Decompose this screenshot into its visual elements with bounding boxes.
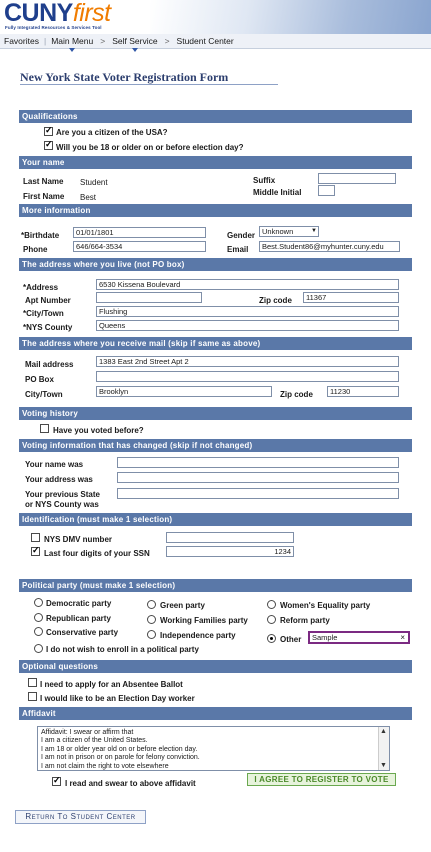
mail-zip-label: Zip code [280,390,313,399]
womens-equality-label: Women's Equality party [280,601,371,610]
first-name-label: First Name [23,192,65,201]
prev-state-input[interactable] [117,488,399,499]
mail-address-label: Mail address [25,360,74,369]
womens-equality-radio[interactable] [267,600,276,609]
citizen-label: Are you a citizen of the USA? [56,128,168,137]
absentee-checkbox[interactable] [28,678,37,687]
address-was-label: Your address was [25,475,93,484]
nav-separator: | [43,36,47,46]
dropdown-arrow-icon [69,48,75,52]
dmv-checkbox[interactable] [31,533,40,542]
prev-state-label-line2: or NYS County was [25,500,99,509]
other-label: Other [280,635,302,644]
mail-city-label: City/Town [25,390,63,399]
other-party-input[interactable] [308,631,410,644]
apt-number-label: Apt Number [25,296,71,305]
logo-accent-text: first [72,0,111,27]
logo-tagline: Fully Integrated Resources & Services Tool [5,25,102,30]
section-optional-questions: Optional questions [19,660,412,673]
conservative-label: Conservative party [46,628,119,637]
section-affidavit: Affidavit [19,707,412,720]
swear-label: I read and swear to above affidavit [65,779,196,788]
dropdown-arrow-icon [132,48,138,52]
conservative-radio[interactable] [34,627,43,636]
nav-self-service-label: Self Service [112,36,158,46]
gender-select[interactable] [259,226,319,237]
scroll-up-icon[interactable]: ▲ [380,728,387,735]
section-identification: Identification (must make 1 selection) [19,513,412,526]
nav-student-center[interactable]: Student Center [176,36,234,46]
chevron-right-icon: > [164,36,170,46]
section-voting-changed: Voting information that has changed (skip if not changed) [19,439,412,452]
name-was-input[interactable] [117,457,399,468]
age18-checkbox[interactable] [44,141,53,150]
democratic-radio[interactable] [34,598,43,607]
po-box-label: PO Box [25,375,54,384]
reform-radio[interactable] [267,615,276,624]
no-enroll-radio[interactable] [34,644,43,653]
middle-initial-input[interactable] [318,185,335,196]
democratic-label: Democratic party [46,599,112,608]
ssn-input[interactable]: 1234 [166,546,294,557]
email-input[interactable]: Best.Student86@myhunter.cuny.edu [259,241,400,252]
phone-label: Phone [23,245,48,254]
citizen-checkbox[interactable] [44,127,53,136]
affidavit-scrollbar[interactable] [378,727,389,770]
swear-checkbox[interactable] [52,777,61,786]
ssn-label: Last four digits of your SSN [44,549,150,558]
address-was-input[interactable] [117,472,399,483]
section-live-address: The address where you live (not PO box) [19,258,412,271]
city-input[interactable]: Flushing [96,306,399,317]
affidavit-line: I am 18 or older year old on or before election day. [41,745,198,753]
nav-main-menu-label: Main Menu [51,36,94,46]
zip-code-input[interactable]: 11367 [303,292,399,303]
page-header [0,0,431,34]
page-title: New York State Voter Registration Form [20,70,229,84]
republican-label: Republican party [46,614,111,623]
scroll-down-icon[interactable]: ▼ [380,762,387,769]
election-worker-checkbox[interactable] [28,692,37,701]
nav-self-service[interactable] [108,36,161,46]
ssn-checkbox[interactable] [31,547,40,556]
apt-number-input[interactable] [96,292,202,303]
independence-radio[interactable] [147,630,156,639]
green-radio[interactable] [147,600,156,609]
title-underline [20,84,278,85]
birthdate-input[interactable]: 01/01/1801 [73,227,206,238]
other-radio[interactable] [267,634,276,643]
first-name-value: Best [80,193,97,202]
voted-before-checkbox[interactable] [40,424,49,433]
suffix-label: Suffix [253,176,276,185]
election-worker-label: I would like to be an Election Day worker [40,694,195,703]
return-to-student-center-button[interactable]: Return To Student Center [15,810,146,824]
affidavit-line: I am a citizen of the United States. [41,737,148,745]
address-label: *Address [23,283,59,292]
no-enroll-label: I do not wish to enroll in a political party [46,645,199,654]
phone-input[interactable]: 646/664-3534 [73,241,206,252]
mail-zip-input[interactable]: 11230 [327,386,399,397]
chevron-down-icon: ▼ [311,228,317,234]
po-box-input[interactable] [96,371,399,382]
header-banner-graphic [150,0,431,34]
mail-address-input[interactable]: 1383 East 2nd Street Apt 2 [96,356,399,367]
agree-register-button[interactable]: I AGREE TO REGISTER TO VOTE [247,773,396,786]
gender-label: Gender [227,231,256,240]
section-more-information: More information [19,204,412,217]
other-party-value: Sample [312,633,338,642]
mail-city-input[interactable]: Brooklyn [96,386,272,397]
affidavit-line: I am not claim the right to vote elsewhere [41,762,169,770]
middle-initial-label: Middle Initial [253,188,302,197]
voted-before-label: Have you voted before? [53,426,144,435]
affidavit-textarea[interactable] [37,726,390,771]
absentee-label: I need to apply for an Absentee Ballot [40,680,183,689]
birthdate-label: *Birthdate [21,231,60,240]
working-families-radio[interactable] [147,615,156,624]
section-voting-history: Voting history [19,407,412,420]
address-input[interactable]: 6530 Kissena Boulevard [96,279,399,290]
city-label: *City/Town [23,309,64,318]
section-your-name: Your name [19,156,412,169]
county-label: *NYS County [23,323,73,332]
affidavit-line: I am not in prison or on parole for felony conviction. [41,754,200,762]
cunyfirst-logo[interactable] [4,0,111,26]
county-input[interactable]: Queens [96,320,399,331]
navigation-bar [0,34,431,49]
dmv-input[interactable] [166,532,294,543]
logo-main-text: CUNY [4,0,73,27]
clear-icon[interactable]: × [400,633,405,642]
independence-label: Independence party [160,631,236,640]
section-political-party: Political party (must make 1 selection) [19,579,412,592]
prev-state-label-line1: Your previous State [25,490,100,499]
republican-radio[interactable] [34,613,43,622]
working-families-label: Working Families party [160,616,248,625]
chevron-right-icon: > [100,36,106,46]
affidavit-line: Affidavit: I swear or affirm that [41,729,134,736]
last-name-value: Student [80,178,108,187]
zip-code-label: Zip code [259,296,292,305]
nav-favorites[interactable]: Favorites [4,36,39,46]
reform-label: Reform party [280,616,330,625]
dmv-label: NYS DMV number [44,535,113,544]
last-name-label: Last Name [23,177,64,186]
age18-label: Will you be 18 or older on or before election day? [56,143,244,152]
suffix-input[interactable] [318,173,396,184]
name-was-label: Your name was [25,460,84,469]
section-mail-address: The address where you receive mail (skip if same as above) [19,337,412,350]
email-label: Email [227,245,249,254]
gender-select-value: Unknown [262,227,294,236]
section-qualifications: Qualifications [19,110,412,123]
nav-main-menu[interactable] [47,36,97,46]
green-label: Green party [160,601,205,610]
